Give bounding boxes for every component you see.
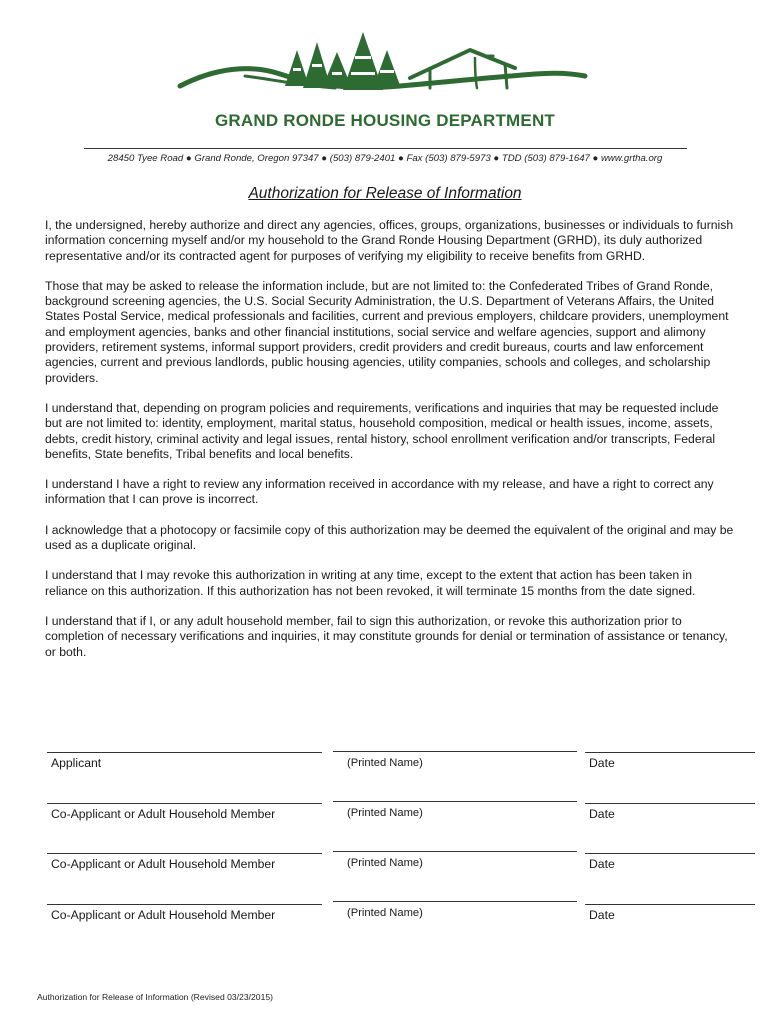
grhd-logo <box>175 28 595 110</box>
paragraph-right-to-review: I understand I have a right to review any information received in accordance with my release, and have a right to correct any information that I can prove is incorrect. <box>45 477 714 507</box>
date-label: Date <box>589 908 615 922</box>
printed-name-label: (Printed Name) <box>347 757 423 769</box>
paragraph-authorization: I, the undersigned, hereby authorize and direct any agencies, offices, groups, organizations, businesses or individuals to furnish information concerning myself and/or my household to the Grand Ronde Housing Department (GRHD), its duly authorized representative and/or its contracted agent for purposes of verifying my eligibility to receive benefits from GRHD. <box>45 218 734 263</box>
signature-line-co-applicant[interactable] <box>47 904 322 905</box>
authorization-body <box>45 218 735 675</box>
printed-name-label: (Printed Name) <box>347 857 423 869</box>
date-line-4[interactable] <box>585 904 755 905</box>
date-line-1[interactable] <box>585 752 755 753</box>
printed-name-line-3[interactable] <box>333 851 577 852</box>
signature-line-co-applicant[interactable] <box>47 803 322 804</box>
paragraph-revocation: I understand that I may revoke this authorization in writing at any time, except to the extent that action has been taken in reliance on this authorization. If this authorization has not been revoked, it will terminate 15 months from the date signed. <box>45 568 696 598</box>
date-line-3[interactable] <box>585 853 755 854</box>
signature-role-label: Co-Applicant or Adult Household Member <box>51 807 276 821</box>
printed-name-line-1[interactable] <box>333 751 577 752</box>
organization-name: GRAND RONDE HOUSING DEPARTMENT <box>214 111 556 130</box>
date-line-2[interactable] <box>585 803 755 804</box>
signature-line-applicant[interactable] <box>47 752 322 753</box>
signature-role-label: Co-Applicant or Adult Household Member <box>51 908 276 922</box>
signature-line-co-applicant[interactable] <box>47 853 322 854</box>
document-title: Authorization for Release of Information <box>248 185 522 202</box>
date-label: Date <box>589 857 615 871</box>
paragraph-photocopy: I acknowledge that a photocopy or facsimile copy of this authorization may be deemed the equivalent of the original and may be used as a duplicate original. <box>45 522 734 553</box>
document-footer: Authorization for Release of Information (Revised 03/23/2015) <box>37 992 273 1002</box>
printed-name-label: (Printed Name) <box>347 907 423 919</box>
printed-name-label: (Printed Name) <box>347 807 423 819</box>
organization-contact-line: 28450 Tyee Road ● Grand Ronde, Oregon 97347 ● (503) 879-2401 ● Fax (503) 879-5973 ● TDD (503) 879-1647 ● www.grtha.org <box>107 153 663 164</box>
paragraph-release-sources: Those that may be asked to release the information include, but are not limited to: the Confederated Tribes of Grand Ronde, background screening agencies, the U.S. Social Security Administration, the U.S. Department of Veterans Affairs, the United States Postal Service, medical professionals and facilities, current and previous employers, childcare providers, unemployment and employment agencies, banks and other financial institutions, social service and welfare agencies, support and alimony providers, retirement systems, informal support providers, credit providers and credit bureaus, courts and law enforcement agencies, current and previous landlords, public housing agencies, utility companies, schools and colleges, and scholarship providers. <box>45 278 729 385</box>
paragraph-consequences: I understand that if I, or any adult household member, fail to sign this authorization, or revoke this authorization prior to completion of necessary verifications and inquiries, it may constitute grounds for denial or termination of assistance or tenancy, or both. <box>45 613 728 659</box>
paragraph-verification-types: I understand that, depending on program policies and requirements, verifications and inquiries that may be requested include but are not limited to: identity, employment, marital status, household composition, medical or health issues, income, assets, debts, credit history, criminal activity and legal issues, rental history, school enrollment verification and/or transcripts, Federal benefits, State benefits, Tribal benefits and local benefits. <box>45 400 719 461</box>
printed-name-line-4[interactable] <box>333 901 577 902</box>
date-label: Date <box>589 756 615 770</box>
signature-role-label: Co-Applicant or Adult Household Member <box>51 857 276 871</box>
printed-name-line-2[interactable] <box>333 801 577 802</box>
header-divider <box>84 148 687 149</box>
date-label: Date <box>589 807 615 821</box>
signature-role-label: Applicant <box>51 756 102 770</box>
